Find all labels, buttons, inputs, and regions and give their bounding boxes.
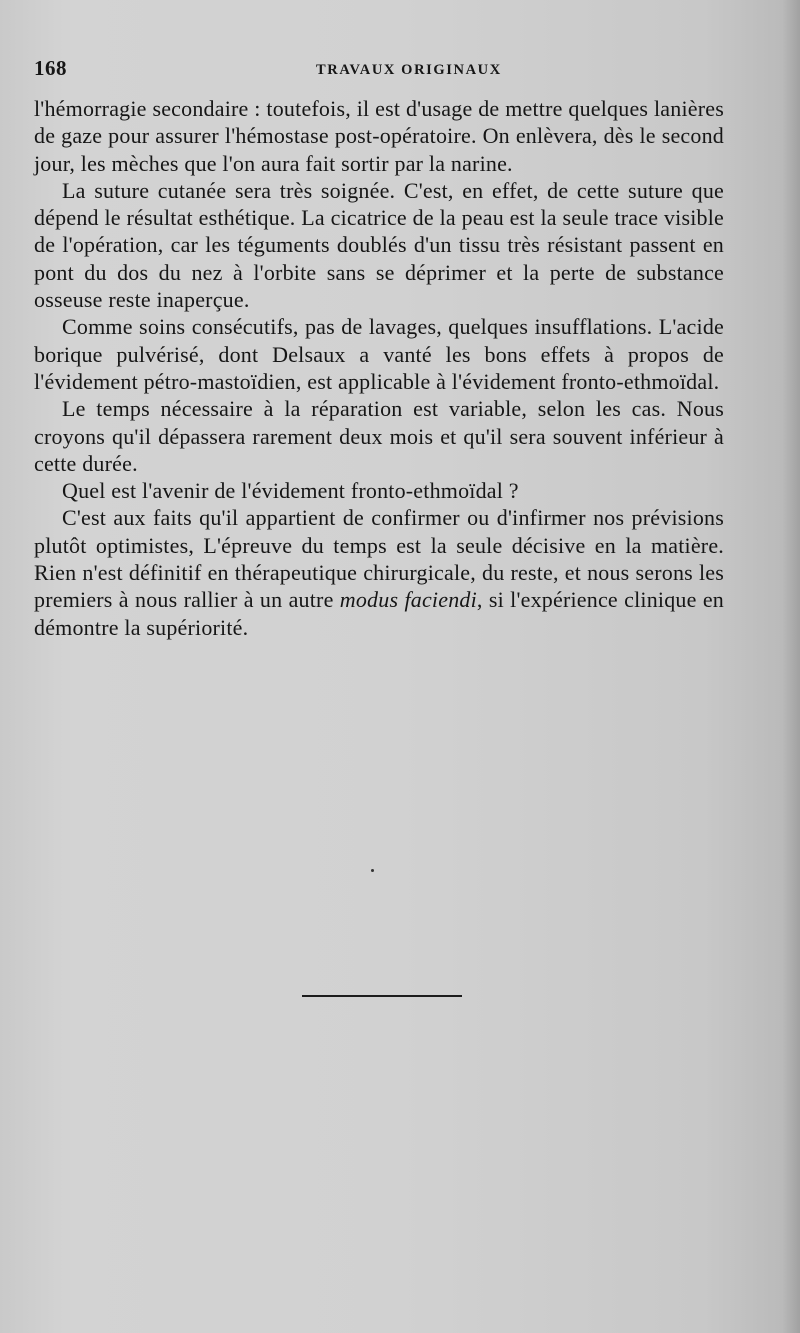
paragraph-6-text-before: C'est aux faits qu'il appartient de confirmer ou d'infirmer nos prévisions plutôt optimistes, L'épreuve du temps est la seule décisive en la matière. Rien n'est définitif en thérapeutique chirurgicale, du reste, et nous serons les premiers à nous rallier à un autre: [34, 505, 724, 613]
paragraph-2: La suture cutanée sera très soignée. C'est, en effet, de cette suture que dépend le résultat esthétique. La cicatrice de la peau est la seule trace visible de l'opération, car les téguments doublés d'un tissu très résistant passent en pont du dos du nez à l'orbite sans se déprimer et la perte de substance osseuse reste inaperçue.: [34, 177, 724, 313]
body-text: [34, 95, 724, 641]
paragraph-6: [34, 504, 724, 640]
paragraph-3: Comme soins consécutifs, pas de lavages, quelques insufflations. L'acide borique pulvérisé, dont Delsaux a vanté les bons effets à propos de l'évidement pétro-mastoïdien, est applicable à l'évidement fronto-ethmoïdal.: [34, 314, 724, 394]
paragraph-6-italic-phrase: modus faciendi: [339, 587, 477, 613]
page-number: 168: [34, 56, 67, 80]
paragraph-1: l'hémorragie secondaire : toutefois, il est d'usage de mettre quelques lanières de gaze pour assurer l'hémostase post-opératoire. On enlèvera, dès le second jour, les mèches que l'on aura fait sortir par la narine.: [34, 96, 724, 176]
end-rule: [302, 995, 462, 997]
paragraph-6-text-after: , si l'expérience clinique en démontre la supériorité.: [34, 587, 724, 640]
paragraph-5: Quel est l'avenir de l'évidement fronto-ethmoïdal ?: [62, 478, 519, 504]
running-head: TRAVAUX ORIGINAUX: [316, 62, 502, 78]
paragraph-4: Le temps nécessaire à la réparation est variable, selon les cas. Nous croyons qu'il dépassera rarement deux mois et qu'il sera souvent inférieur à cette durée.: [34, 396, 724, 476]
page-header: [34, 56, 724, 86]
print-speck: [371, 869, 374, 872]
